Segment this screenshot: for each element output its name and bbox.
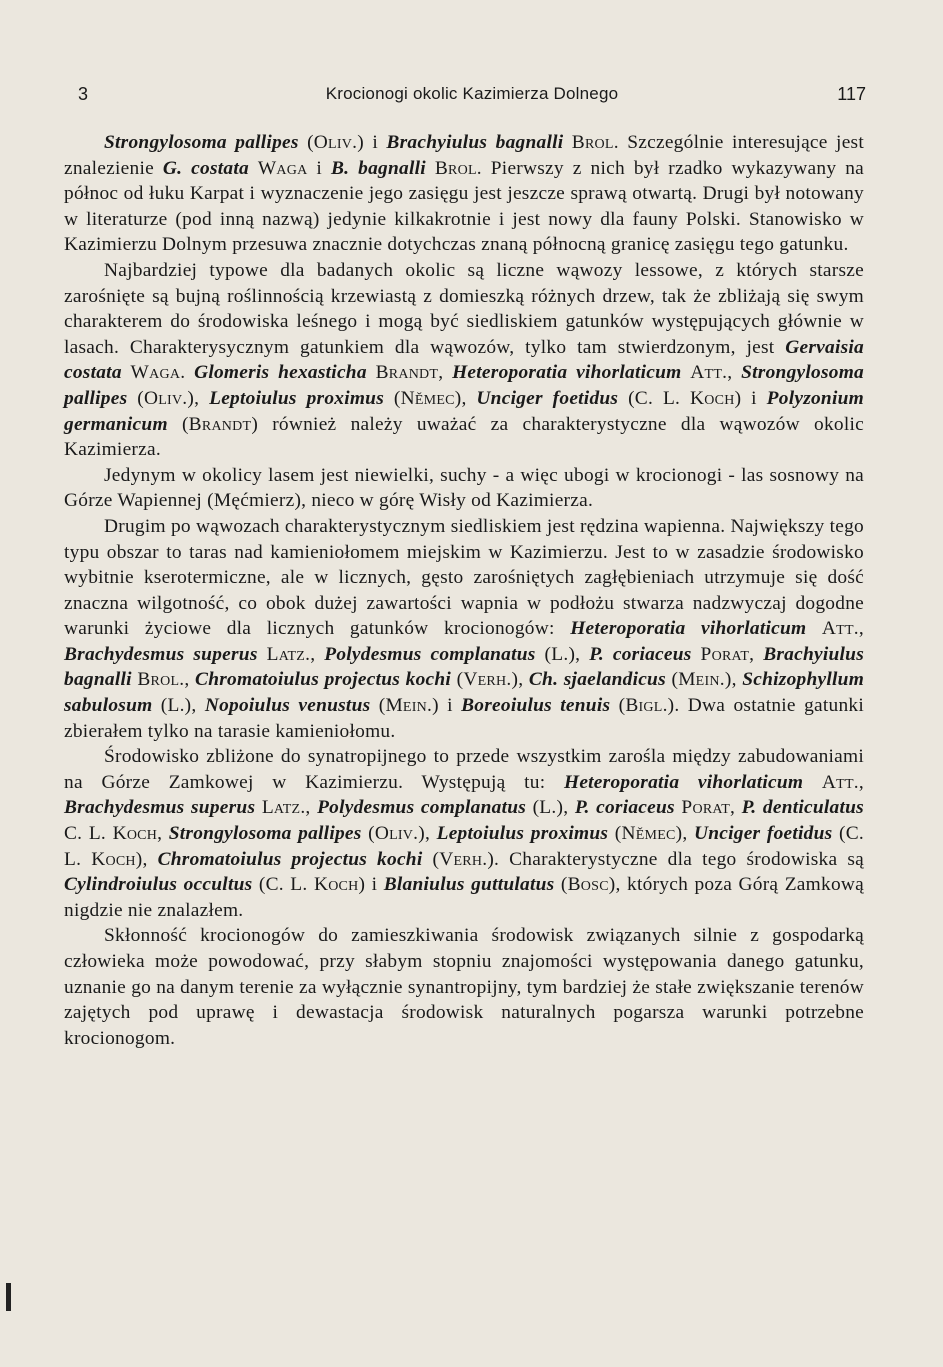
text-run: , [184,669,196,691]
paragraph [64,130,864,258]
species-name: Heteroporatia vihorlaticum [452,362,682,384]
text-run: Drugim po wąwozach charakterystycznym siedliskiem jest rędzina wapienna. Największy tego typu obszar to taras nad kamieniołomem miejskim w Kazimierzu. Jest to w zasadzie środowisko wybitnie kserotermiczne, ale w licznych, gęsto zarośniętych zagłębieniach utrzymuje się dość znaczna wilgotność, co obok dużej zawartości wapnia w podłożu stwarza nadzwyczaj dogodne warunki życiowe dla licznych gatunków krocionogów: [64,515,864,640]
text-run: i [307,157,331,179]
text-run [806,618,822,639]
text-run: ( [127,387,144,409]
text-run: ( [361,823,375,845]
text-run: ( [665,669,679,691]
text-run: ). Charakterystyczne dla tego środowiska są [487,848,864,870]
author-name: Němec [400,387,455,409]
text-run [258,644,267,665]
species-name: G. costata [162,157,249,179]
text-run: ) i [357,132,387,153]
page-header [78,84,866,114]
page-number: 117 [837,84,866,104]
section-number: 3 [78,84,89,104]
author-name: Att. [821,618,859,640]
text-run: ( [298,132,314,153]
text-run: C. L. [64,823,113,845]
text-run: ) i [432,695,462,717]
text-run: ( [451,669,464,691]
text-run: ), [187,387,210,409]
text-run [682,362,691,383]
author-name: Brol. [137,669,185,691]
species-name: B. bagnalli [330,157,426,179]
paragraph [64,258,864,463]
author-name: Oliv. [374,823,419,845]
species-name: Polydesmus complanatus [324,643,536,665]
text-run: (L.), [152,695,205,717]
species-name: Cylindroiulus occultus [64,874,253,896]
author-name: Koch [690,387,735,409]
species-name: Unciger foetidus [476,387,619,409]
text-run [692,644,701,665]
text-run: (L.), [526,797,575,819]
paragraph [64,514,864,744]
text-run: ( [384,387,401,409]
species-name: Heteroporatia vihorlaticum [570,618,807,640]
text-run: (C. L. [64,823,864,870]
text-run: ) również należy uważać za charakterystyczne dla wąwozów okolic Kazimierza. [64,413,864,461]
text-run: , [305,797,318,819]
text-run [122,362,131,383]
species-name: Leptoiulus proximus [209,387,385,409]
text-run: , [310,643,325,665]
text-run: . [180,362,195,384]
text-run: ) i [358,874,384,896]
text-run: ), [418,823,437,845]
text-run: ( [554,874,568,896]
text-run: , [438,362,453,384]
author-name: Oliv. [143,387,188,409]
species-name: Ch. sjaelandicus [528,669,666,691]
author-name: Brol. [571,132,619,153]
text-run: (C. L. [618,387,691,409]
text-run: , [858,771,864,793]
text-run: ( [608,823,622,845]
text-run: Skłonność krocionogów do zamieszkiwania środowisk związanych silnie z gospodarką człowieka może powodować, przy słabym stopniu znajomości występowania danego gatunku, uznanie go na danym terenie za wyłącznie synantropijny, tym bardziej że stałe zwiększanie terenów zajętych pod uprawę i dewastacja środowisk naturalnych pogarsza warunki potrzebne krocionogom. [64,925,864,1049]
paragraph [64,923,864,1051]
species-name: Chromatoiulus projectus kochi [157,848,423,870]
species-name: Strongylosoma pallipes [64,362,864,409]
author-name: Waga [257,157,308,179]
species-name: Brachyiulus bagnalli [64,643,864,691]
species-name: Polyzonium germanicum [64,387,864,435]
author-name: Brandt [188,413,252,435]
author-name: Brol. [434,157,482,179]
text-run: ( [370,695,386,717]
text-run: , [157,823,169,845]
author-name: Mein. [678,669,725,691]
author-name: Bosc [567,874,609,896]
author-name: Bigl. [625,695,668,717]
text-run: , [730,797,742,819]
species-name: Nopoiulus venustus [204,695,371,717]
author-name: Latz. [266,643,311,665]
species-name: P. coriaceus [574,797,675,819]
text-run: ( [167,413,189,435]
species-name: Brachyiulus bagnalli [386,132,564,153]
text-run [426,158,435,179]
author-name: Att. [690,362,728,384]
author-name: Mein. [385,695,433,717]
text-run: ), [675,823,694,845]
species-name: Strongylosoma pallipes [168,823,362,845]
paragraph [64,463,864,514]
text-run: , [727,362,742,384]
text-run: ). Dwa ostatnie gatunki zbierałem tylko na tarasie kamieniołomu. [64,695,865,742]
text-run: ), [724,669,743,691]
author-name: Brandt [375,362,439,384]
text-run: Najbardziej typowe dla badanych okolic są liczne wąwozy lessowe, z których starsze zarośnięte są bujną roślinnością krzewiastą z domieszką różnych drzew, tak że zbliżają się swym charakterem do środowiska leśnego i mogą być siedliskiem gatunków występujących głównie w lasach. Charakterysycznym gatunkiem dla wąwozów, tylko tam stwierdzonym, jest [64,259,864,358]
text-run: (C. L. [252,874,314,896]
text-run: , [749,643,764,665]
body-text [64,130,864,1051]
text-run: Jedynym w okolicy lasem jest niewielki, suchy - a więc ubogi w krocionogi - las sosnowy na Górze Wapiennej (Męćmierz), nieco w górę Wisły od Kazimierza. [64,464,864,512]
text-run: ( [422,848,440,870]
text-run: , [858,618,864,640]
species-name: Brachydesmus superus [64,797,256,819]
species-name: Blaniulus guttulatus [383,874,555,896]
species-name: Unciger foetidus [693,823,833,845]
paragraph [64,744,864,923]
author-name: Att. [821,771,859,793]
text-run [367,362,376,383]
author-name: Latz. [261,797,306,819]
author-name: Oliv. [313,132,358,153]
species-name: Strongylosoma pallipes [104,132,299,153]
author-name: Verh. [463,669,512,691]
author-name: Koch [91,848,136,870]
text-run [563,132,571,153]
author-name: Porat [681,797,731,819]
running-title: Krocionogi okolic Kazimierza Dolnego [325,84,619,103]
species-name: Schizophyllum sabulosum [64,669,865,717]
text-run: Środowisko zbliżone do synatropijnego to przede wszystkim zarośla między zabudowaniami na Górze Zamkowej w Kazimierzu. Występują tu: [64,746,864,793]
text-run: (L.), [535,643,590,665]
author-name: Porat [700,643,750,665]
species-name: Polydesmus complanatus [317,797,527,819]
text-run: ), [511,669,529,691]
author-name: Verh. [439,848,488,870]
text-run: Pierwszy z nich był rzadko wykazywany na północ od łuku Karpat i wyznaczenie jego zasięgu jest jeszcze sprawą otwartą. Drugi był notowany w literaturze (pod inną nazwą) jedynie kilkakrotnie i jest nowy dla fauny Polski. Stanowisko w Kazimierzu Dolnym przesuwa znacznie dotychczas znaną północną granicę zasięgu tego gatunku. [64,157,865,256]
text-run: ) i [734,387,767,409]
author-name: Koch [313,874,359,896]
text-run [249,158,258,179]
author-name: Koch [112,823,158,845]
author-name: Waga [130,362,181,384]
text-run: ( [610,695,626,717]
species-name: P. coriaceus [589,643,692,665]
species-name: Leptoiulus proximus [436,823,609,845]
species-name: Gervaisia costata [64,336,864,384]
species-name: Chromatoiulus projectus kochi [195,669,452,691]
margin-mark [6,1283,11,1311]
text-run: ), [135,848,158,870]
species-name: Heteroporatia vihorlaticum [563,771,804,793]
author-name: Němec [621,823,676,845]
species-name: Brachydesmus superus [64,643,258,665]
text-run: ), [454,387,477,409]
text-run [803,772,822,793]
species-name: P. denticulatus [741,797,864,819]
text-run: Szczególnie interesujące jest znalezienie [64,132,864,179]
species-name: Boreoiulus tenuis [461,695,611,717]
species-name: Glomeris hexasticha [194,362,367,384]
text-run: ), których poza Górą Zamkową nigdzie nie znalazłem. [64,874,864,921]
